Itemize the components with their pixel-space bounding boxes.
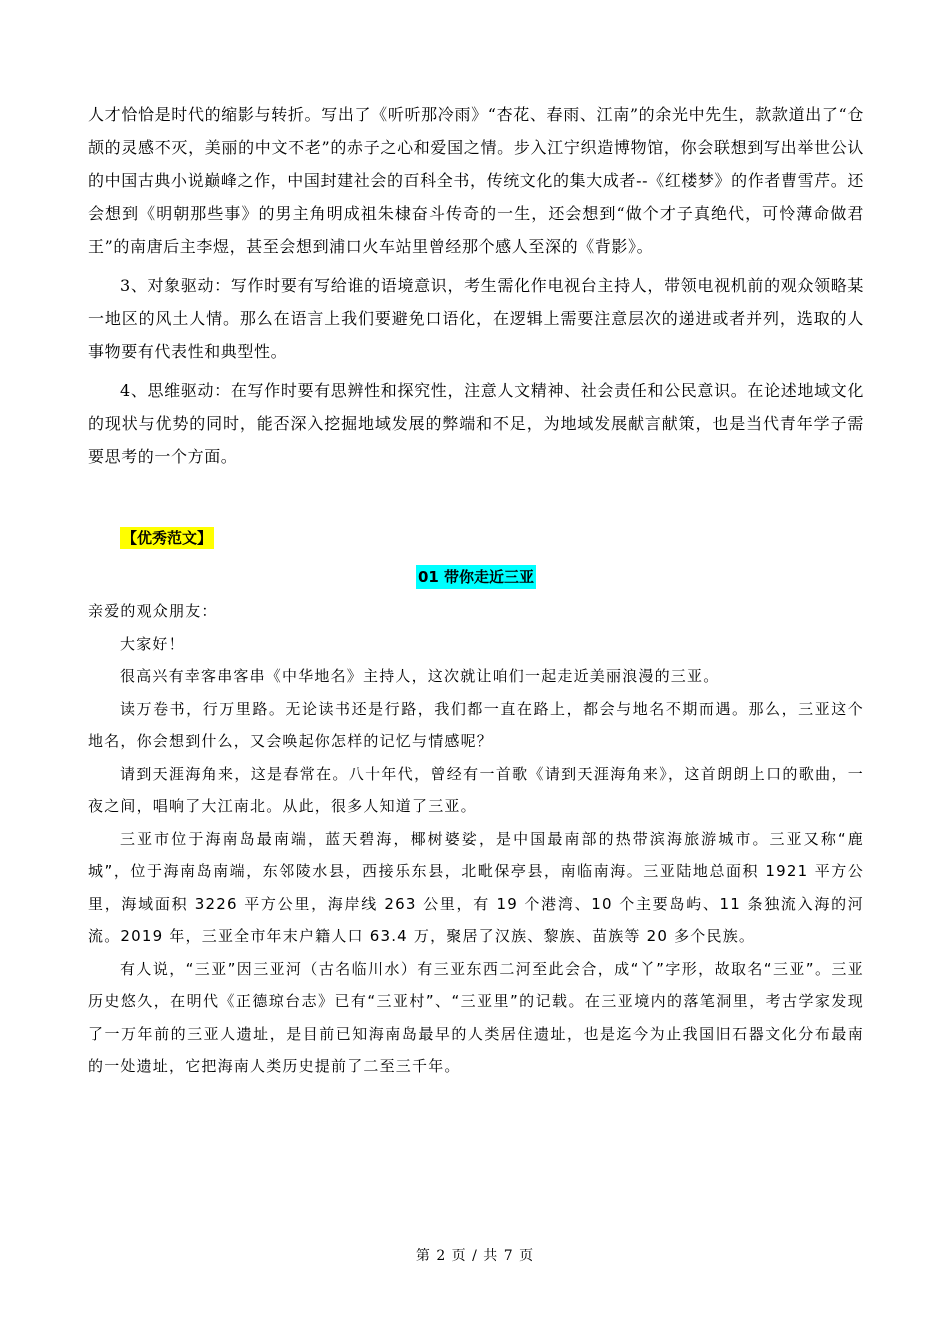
essay-title-row xyxy=(88,559,864,595)
intro-paragraph-1: 人才恰恰是时代的缩影与转折。写出了《听听那冷雨》“杏花、春雨、江南”的余光中先生，款款道出了“仓颉的灵感不灭，美丽的中文不老”的赤子之心和爱国之情。步入江宁织造博物馆，你会联想到写出举世公认的中国古典小说巅峰之作，中国封建社会的百科全书，传统文化的集大成者--《红楼梦》的作者曹雪芹。还会想到《明朝那些事》的男主角明成祖朱棣奋斗传奇的一生，还会想到“做个才子真绝代，可怜薄命做君王”的南唐后主李煜，甚至会想到浦口火车站里曾经那个感人至深的《背影》。 xyxy=(88,105,864,256)
essay-paragraph-5: 有人说，“三亚”因三亚河（古名临川水）有三亚东西二河至此会合，成“丫”字形，故取名“三亚”。三亚历史悠久，在明代《正德琼台志》已有“三亚村”、“三亚里”的记载。在三亚境内的落笔洞里，考古学家发现了一万年前的三亚人遗址，是目前已知海南岛最早的人类居住遗址，也是迄今为止我国旧石器文化分布最南的一处遗址，它把海南人类历史提前了二至三千年。 xyxy=(88,959,864,1075)
intro-paragraph-object-driven: 3、对象驱动：写作时要有写给谁的语境意识，考生需化作电视台主持人，带领电视机前的观众领略某一地区的风土人情。那么在语言上我们要避免口语化，在逻辑上需要注意层次的递进或者并列，选取的人事物要有代表性和典型性。 xyxy=(88,276,864,361)
essay-paragraph-3: 请到天涯海角来，这是春常在。八十年代，曾经有一首歌《请到天涯海角来》，这首朗朗上口的歌曲，一夜之间，唱响了大江南北。从此，很多人知道了三亚。 xyxy=(88,764,864,815)
intro-paragraph-thinking-driven: 4、思维驱动：在写作时要有思辨性和探究性，注意人文精神、社会责任和公民意识。在论述地域文化的现状与优势的同时，能否深入挖掘地域发展的弊端和不足，为地域发展献言献策，也是当代青年学子需要思考的一个方面。 xyxy=(88,381,864,466)
section-badge-row xyxy=(120,521,864,555)
page-content xyxy=(88,98,864,1083)
essay-paragraph-1: 很高兴有幸客串客串《中华地名》主持人，这次就让咱们一起走近美丽浪漫的三亚。 xyxy=(120,667,720,685)
essay-salutation: 亲爱的观众朋友： xyxy=(88,602,218,620)
essay-title: 01 带你走近三亚 xyxy=(416,565,536,589)
spacer xyxy=(88,473,864,521)
essay-paragraph-2: 读万卷书，行万里路。无论读书还是行路，我们都一直在路上，都会与地名不期而遇。那么，三亚这个地名，你会想到什么，又会唤起你怎样的记忆与情感呢？ xyxy=(88,699,864,750)
essay-paragraph-4: 三亚市位于海南岛最南端，蓝天碧海，椰树婆娑，是中国最南部的热带滨海旅游城市。三亚又称“鹿城”，位于海南岛南端，东邻陵水县，西接乐东县，北毗保亭县，南临南海。三亚陆地总面积 1921 平方公里，海域面积 3226 平方公里，海岸线 263 公里，有 19 个港湾、10 个主要岛屿、11 条独流入海的河流。2019 年，三亚全市年末户籍人口 63.4 万，聚居了汉族、黎族、苗族等 20 多个民族。 xyxy=(88,829,864,945)
page-number-footer: 第 2 页 / 共 7 页 xyxy=(415,1248,535,1264)
essay-body xyxy=(88,595,864,1083)
section-badge: 【优秀范文】 xyxy=(122,529,213,547)
essay-greeting: 大家好！ xyxy=(120,634,185,653)
